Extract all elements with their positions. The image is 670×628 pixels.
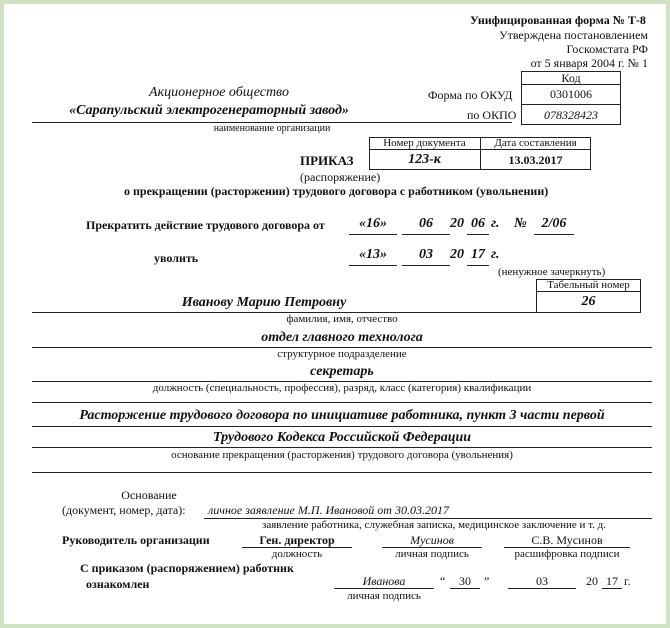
order-subject: о прекращении (расторжении) трудового договора с работником (увольнении) <box>124 184 549 198</box>
acquainted-year-prefix: 20 <box>586 574 598 588</box>
acquainted-quote-open: “ <box>440 574 446 588</box>
order-form-sheet <box>4 4 666 624</box>
basis-label-1: Основание <box>121 488 177 502</box>
position-value: секретарь <box>310 364 374 379</box>
acquainted-label-2: ознакомлен <box>86 577 150 591</box>
head-label: Руководитель организации <box>62 533 210 547</box>
head-signature-caption: личная подпись <box>395 548 469 560</box>
dismiss-year-prefix: 20 <box>450 247 464 262</box>
contract-label: Прекратить действие трудового договора от <box>86 218 325 232</box>
tabel-number-value: 26 <box>581 294 596 309</box>
code-header: Код <box>561 70 581 85</box>
head-name-caption: расшифровка подписи <box>514 548 620 560</box>
employee-name-caption: фамилия, имя, отчество <box>286 313 398 325</box>
ground-line-2: Трудового Кодекса Российской Федерации <box>212 430 472 445</box>
doc-number-header: Номер документа <box>383 136 466 149</box>
contract-number-sign: № <box>514 216 527 231</box>
okpo-value: 078328423 <box>544 107 598 122</box>
acquainted-month: 03 <box>536 574 548 588</box>
acquainted-label-1: С приказом (распоряжением) работник <box>80 561 294 575</box>
okpo-label: по ОКПО <box>467 108 517 122</box>
ground-caption: основание прекращения (расторжения) трудового договора (увольнения) <box>171 449 513 461</box>
employee-name: Иванову Марию Петровну <box>181 295 347 310</box>
head-position: Ген. директор <box>259 533 335 547</box>
strike-note: (ненужное зачеркнуть) <box>498 266 606 278</box>
approval-line-2: Госкомстата РФ <box>566 42 648 56</box>
head-signature: Мусинов <box>410 533 454 547</box>
department-value: отдел главного технолога <box>261 330 423 345</box>
acquainted-signature-caption: личная подпись <box>347 590 421 602</box>
contract-day: «16» <box>359 216 387 231</box>
acquainted-year: 17 <box>606 574 618 588</box>
acquainted-signature: Иванова <box>362 574 406 588</box>
organization-caption: наименование организации <box>213 123 331 134</box>
form-name: Унифицированная форма № Т-8 <box>470 13 646 27</box>
contract-year-prefix: 20 <box>450 216 464 231</box>
organization-line-2: «Сарапульский электрогенераторный завод» <box>69 103 349 118</box>
contract-number: 2/06 <box>541 216 567 231</box>
order-title-sub: (распоряжение) <box>300 170 381 184</box>
basis-label-2: (документ, номер, дата): <box>62 503 186 517</box>
dismiss-year: 17 <box>471 247 485 262</box>
organization-line-1: Акционерное общество <box>149 85 289 100</box>
head-position-caption: должность <box>271 548 323 560</box>
approval-line-1: Утверждена постановлением <box>499 28 648 42</box>
contract-year: 06 <box>471 216 485 231</box>
basis-value: личное заявление М.П. Ивановой от 30.03.2017 <box>208 503 449 517</box>
okud-value: 0301006 <box>550 87 592 101</box>
dismiss-day: «13» <box>359 247 387 262</box>
order-title: ПРИКАЗ <box>300 153 354 168</box>
contract-year-suffix: г. <box>491 216 500 231</box>
dismiss-label: уволить <box>154 251 199 265</box>
dismiss-month: 03 <box>419 247 433 262</box>
tabel-number-header: Табельный номер <box>547 278 630 291</box>
doc-date-value: 13.03.2017 <box>508 152 563 167</box>
doc-date-header: Дата составления <box>494 136 577 149</box>
basis-caption: заявление работника, служебная записка, медицинское заключение и т. д. <box>261 519 607 531</box>
approval-line-3: от 5 января 2004 г. № 1 <box>530 56 648 70</box>
acquainted-year-suffix: г. <box>624 574 631 588</box>
acquainted-quote-close: ” <box>484 574 490 588</box>
position-caption: должность (специальность, профессия), разряд, класс (категория) квалификации <box>152 382 532 394</box>
department-caption: структурное подразделение <box>277 348 407 360</box>
doc-number-value: 123-к <box>408 151 441 167</box>
dismiss-year-suffix: г. <box>491 247 500 262</box>
contract-month: 06 <box>419 216 433 231</box>
okud-label: Форма по ОКУД <box>428 88 513 102</box>
acquainted-day: 30 <box>459 574 471 588</box>
ground-line-1: Расторжение трудового договора по инициативе работника, пункт 3 части первой <box>79 408 605 423</box>
head-name: С.В. Мусинов <box>531 533 603 547</box>
